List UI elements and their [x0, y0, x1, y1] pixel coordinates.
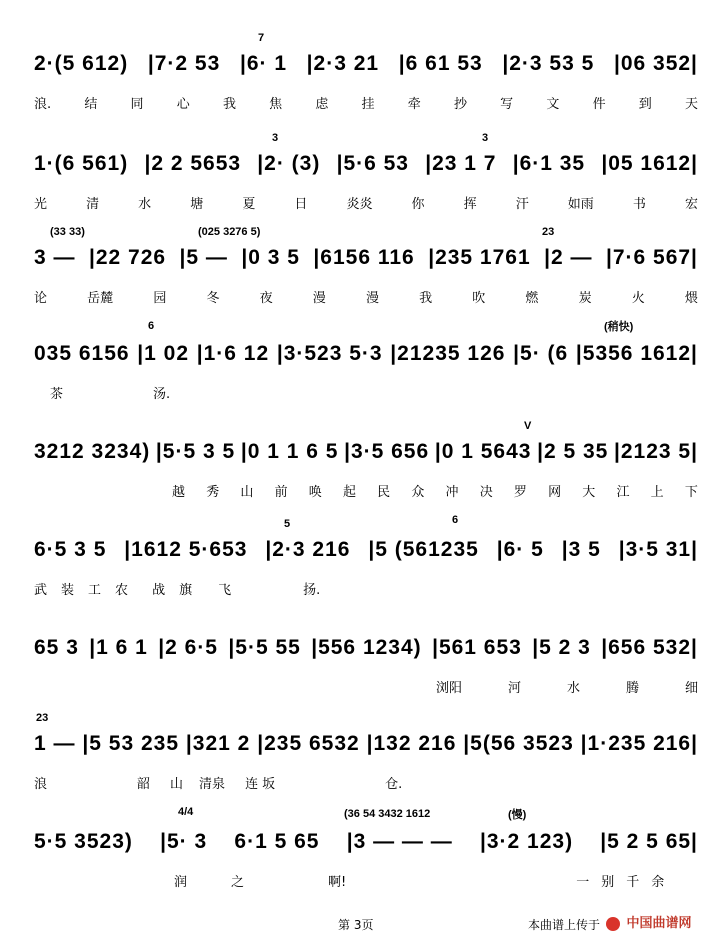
- measure: 6·1 5 65: [234, 830, 320, 853]
- measure: |5· (6: [513, 342, 569, 365]
- measure: |2 —: [544, 246, 593, 269]
- notation-line: [34, 528, 698, 562]
- lyric: 啊!: [328, 875, 347, 890]
- measure: |5·5 3 5: [155, 440, 236, 463]
- measure: |5 2 3: [532, 636, 591, 659]
- lyric: 水: [566, 681, 580, 696]
- lyric: 我: [419, 291, 433, 306]
- lyric: 同: [130, 97, 144, 112]
- lyric: 宏: [684, 197, 698, 212]
- grace-mark: (36 54 3432 1612: [344, 808, 431, 820]
- lyric: 到: [638, 97, 652, 112]
- measure: |5 —: [179, 246, 228, 269]
- lyric: 茶: [50, 387, 64, 402]
- lyric: 塘: [190, 197, 204, 212]
- measure: |5(56 3523: [463, 732, 574, 755]
- lyric: 夜: [259, 291, 273, 306]
- lyric: 汗: [515, 197, 529, 212]
- measure: |656 532|: [601, 636, 698, 659]
- lyric: 冬: [206, 291, 220, 306]
- lyric: 民: [377, 485, 391, 500]
- notation-line: [34, 332, 698, 366]
- measure: |2 5 35: [537, 440, 609, 463]
- lyric: 清泉: [199, 777, 226, 792]
- lyric: 千: [626, 875, 640, 890]
- lyric: 如雨: [567, 197, 594, 212]
- lyric: 扬.: [303, 583, 321, 598]
- measure: |235 6532: [257, 732, 360, 755]
- lyric: 上: [650, 485, 664, 500]
- measure: 3212 3234): [34, 440, 151, 463]
- lyric: 抄: [453, 97, 467, 112]
- lyric: 之: [231, 875, 245, 890]
- measure: |6·1 35: [512, 152, 586, 175]
- notation-line: [34, 42, 698, 76]
- lyric: 浪.: [34, 97, 52, 112]
- measure: 1 —: [34, 732, 76, 755]
- lyric: 我: [222, 97, 236, 112]
- measure: |1612 5·653: [124, 538, 248, 561]
- lyric: 园: [153, 291, 167, 306]
- lyric: 你: [411, 197, 425, 212]
- measure: |6 61 53: [398, 52, 483, 75]
- grace-mark: 7: [258, 32, 265, 44]
- measure: |1·6 12: [196, 342, 270, 365]
- measure: |1 02: [137, 342, 190, 365]
- lyrics-line: [34, 868, 698, 890]
- lyric: 旗: [179, 583, 193, 598]
- lyric: 余: [651, 875, 665, 890]
- lyric: 浏阳: [436, 681, 463, 696]
- lyric: 燃: [525, 291, 539, 306]
- lyric: 腾: [625, 681, 639, 696]
- site-logo[interactable]: [606, 912, 692, 931]
- grace-mark: 6: [452, 514, 459, 526]
- lyric: 战: [152, 583, 166, 598]
- notation-line: [34, 236, 698, 270]
- grace-mark: 3: [482, 132, 489, 144]
- lyric: 岳麓: [87, 291, 114, 306]
- measure: |22 726: [88, 246, 167, 269]
- lyric: 河: [507, 681, 521, 696]
- measure: |2·3 216: [265, 538, 351, 561]
- upload-note: 本曲谱上传于: [528, 918, 601, 932]
- lyrics-line: [436, 674, 698, 696]
- lyric: 炎炎: [346, 197, 373, 212]
- lyric: 漫: [312, 291, 326, 306]
- measure: |5 (561235: [368, 538, 479, 561]
- grace-mark: 23: [36, 712, 49, 724]
- lyric: 秀: [206, 485, 220, 500]
- site-name: 中国曲谱网: [626, 916, 692, 931]
- measure: |0 1 5643: [434, 440, 532, 463]
- lyric: 众: [411, 485, 425, 500]
- lyric: 前: [274, 485, 288, 500]
- measure: |5·5 55: [228, 636, 301, 659]
- measure: |2123 5|: [613, 440, 698, 463]
- lyric: 唤: [308, 485, 322, 500]
- measure: |21235 126: [390, 342, 506, 365]
- lyric: 别: [601, 875, 615, 890]
- lyric: 清: [86, 197, 100, 212]
- measure: |7·6 567|: [605, 246, 698, 269]
- tempo-mark: (稍快): [604, 321, 634, 333]
- measure: |5 2 5 65|: [600, 830, 698, 853]
- measure: |6156 116: [313, 246, 415, 269]
- lyric: 冲: [445, 485, 459, 500]
- measure: 3 —: [34, 246, 76, 269]
- lyrics-line: [34, 770, 698, 792]
- lyrics-line: [34, 90, 698, 112]
- measure: 5·5 3523): [34, 830, 133, 853]
- lyric: 江: [616, 485, 630, 500]
- lyric: 书: [632, 197, 646, 212]
- lyric: 结: [84, 97, 98, 112]
- measure: |132 216: [366, 732, 457, 755]
- grace-mark: 23: [542, 226, 555, 238]
- lyric: 挥: [463, 197, 477, 212]
- measure: |2·3 21: [306, 52, 380, 75]
- lyric: 细: [684, 681, 698, 696]
- measure: |3·2 123): [479, 830, 574, 853]
- measure: |321 2: [185, 732, 251, 755]
- measure: |6· 5: [496, 538, 544, 561]
- measure: |2·3 53 5: [502, 52, 595, 75]
- lyric: 装: [61, 583, 75, 598]
- logo-icon: [606, 917, 620, 931]
- measure: 65 3: [34, 636, 79, 659]
- grace-mark: 6: [148, 320, 155, 332]
- lyric: 炭: [578, 291, 592, 306]
- measure: |561 653: [432, 636, 522, 659]
- lyric: 夏: [242, 197, 256, 212]
- lyric: 武: [34, 583, 48, 598]
- grace-mark: (025 3276 5): [198, 226, 261, 238]
- lyric: 汤.: [153, 387, 171, 402]
- lyric: 网: [548, 485, 562, 500]
- lyric: 润: [174, 875, 188, 890]
- measure: |6· 1: [239, 52, 288, 75]
- measure: |2 6·5: [158, 636, 218, 659]
- lyrics-line: [34, 576, 698, 598]
- measure: |5 53 235: [82, 732, 180, 755]
- lyric: 光: [34, 197, 48, 212]
- lyric: 件: [592, 97, 606, 112]
- lyric: 起: [342, 485, 356, 500]
- measure: |05 1612|: [601, 152, 698, 175]
- measure: |3·523 5·3: [276, 342, 383, 365]
- measure: 035 6156: [34, 342, 130, 365]
- notation-line: [34, 430, 698, 464]
- lyric: 牵: [407, 97, 421, 112]
- lyric: 工: [88, 583, 102, 598]
- measure: |3 5: [561, 538, 601, 561]
- lyrics-line: [172, 478, 698, 500]
- grace-mark: 5: [284, 518, 291, 530]
- lyric: 虑: [315, 97, 329, 112]
- lyric: 日: [294, 197, 308, 212]
- lyric: 农: [115, 583, 129, 598]
- page-footer: [0, 912, 720, 934]
- measure: |5· 3: [160, 830, 208, 853]
- lyrics-line: [34, 190, 698, 212]
- lyric: 心: [176, 97, 190, 112]
- lyric: 写: [500, 97, 514, 112]
- lyrics-line: [34, 284, 698, 306]
- page-number: 第 3页: [338, 918, 374, 932]
- lyric: 火: [631, 291, 645, 306]
- measure: |1 6 1: [89, 636, 148, 659]
- lyric: 山: [240, 485, 254, 500]
- lyric: 文: [546, 97, 560, 112]
- notation-line: [34, 722, 698, 756]
- notation-line: [34, 820, 698, 854]
- measure: |3 — — —: [346, 830, 453, 853]
- breath-mark: V: [524, 420, 532, 432]
- measure: 1·(6 561): [34, 152, 129, 175]
- lyric: 韶: [137, 777, 151, 792]
- lyric: 吹: [472, 291, 486, 306]
- lyric: 越: [172, 485, 186, 500]
- grace-mark: 3: [272, 132, 279, 144]
- measure: |556 1234): [311, 636, 422, 659]
- lyrics-line: [34, 380, 698, 402]
- measure: |2· (3): [257, 152, 321, 175]
- measure: |0 3 5: [241, 246, 300, 269]
- lyric: 煨: [684, 291, 698, 306]
- measure: |23 1 7: [425, 152, 497, 175]
- measure: |5356 1612|: [575, 342, 698, 365]
- grace-mark: (33 33): [50, 226, 85, 238]
- lyric: 浪: [34, 777, 48, 792]
- lyric: 漫: [365, 291, 379, 306]
- lyric: 决: [479, 485, 493, 500]
- lyric: 连: [245, 777, 259, 792]
- time-signature: 4/4: [178, 806, 194, 818]
- measure: |2 2 5653: [144, 152, 242, 175]
- measure: 2·(5 612): [34, 52, 129, 75]
- measure: |3·5 31|: [618, 538, 698, 561]
- measure: |3·5 656: [344, 440, 430, 463]
- lyric: 焦: [269, 97, 283, 112]
- lyric: 飞: [218, 583, 232, 598]
- lyric: 一: [576, 875, 590, 890]
- measure: |0 1 1 6 5: [240, 440, 339, 463]
- notation-line: [34, 142, 698, 176]
- tempo-mark: (慢): [508, 809, 527, 821]
- measure: |1·235 216|: [580, 732, 698, 755]
- lyric: 挂: [361, 97, 375, 112]
- measure: |7·2 53: [147, 52, 221, 75]
- measure: 6·5 3 5: [34, 538, 107, 561]
- lyric: 坂: [262, 777, 276, 792]
- lyric: 天: [684, 97, 698, 112]
- lyric: 水: [138, 197, 152, 212]
- lyric: 罗: [513, 485, 527, 500]
- measure: |235 1761: [428, 246, 531, 269]
- lyric: 大: [582, 485, 596, 500]
- measure: |06 352|: [613, 52, 698, 75]
- lyric: 下: [684, 485, 698, 500]
- notation-line: [34, 626, 698, 660]
- measure: |5·6 53: [336, 152, 409, 175]
- lyric: 论: [34, 291, 48, 306]
- lyric: 山: [170, 777, 184, 792]
- lyric: 仓.: [385, 777, 403, 792]
